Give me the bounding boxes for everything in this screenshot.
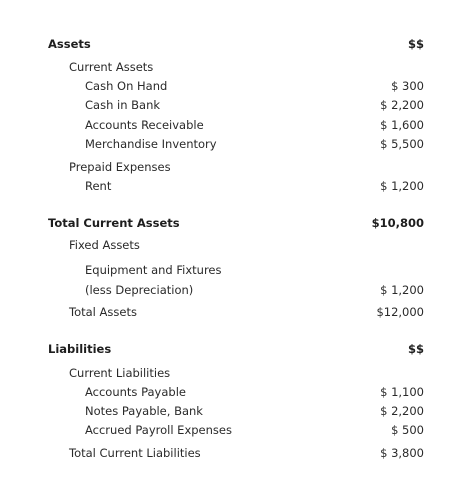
- current-liabilities-label: Current Liabilities: [69, 366, 171, 380]
- fixed-item-label: Equipment and Fixtures: [85, 263, 222, 277]
- liability-item-label: Accrued Payroll Expenses: [85, 423, 232, 437]
- liability-item-label: Accounts Payable: [85, 385, 186, 399]
- liability-item-row: [0, 383, 474, 401]
- prepaid-item-value: $ 1,200: [380, 179, 424, 193]
- total-assets-row: [0, 303, 474, 321]
- prepaid-item-label: Rent: [85, 179, 112, 193]
- total-current-assets-value: $10,800: [371, 216, 424, 230]
- asset-item-value: $ 1,600: [380, 118, 424, 132]
- asset-item-value: $ 2,200: [380, 98, 424, 112]
- assets-heading: Assets: [48, 37, 91, 51]
- current-liabilities-row: [0, 364, 474, 382]
- asset-item-value: $ 300: [391, 79, 424, 93]
- liability-item-label: Notes Payable, Bank: [85, 404, 203, 418]
- asset-item-label: Merchandise Inventory: [85, 137, 217, 151]
- current-assets-row: [0, 58, 474, 76]
- fixed-assets-row: [0, 236, 474, 254]
- total-assets-value: $12,000: [376, 305, 424, 319]
- asset-item-row: [0, 96, 474, 114]
- asset-item-label: Accounts Receivable: [85, 118, 204, 132]
- total-assets-label: Total Assets: [69, 305, 137, 319]
- fixed-assets-label: Fixed Assets: [69, 238, 140, 252]
- current-assets-label: Current Assets: [69, 60, 154, 74]
- prepaid-expenses-row: [0, 158, 474, 176]
- fixed-item-label: (less Depreciation): [85, 283, 194, 297]
- liabilities-heading: Liabilities: [48, 342, 112, 356]
- assets-heading-row: [0, 35, 474, 53]
- assets-heading-value: $$: [407, 37, 424, 51]
- total-current-liabilities-row: [0, 444, 474, 462]
- fixed-item-value: $ 1,200: [380, 283, 424, 297]
- liability-item-row: [0, 402, 474, 420]
- liability-item-value: $ 1,100: [380, 385, 424, 399]
- asset-item-value: $ 5,500: [380, 137, 424, 151]
- fixed-item-row: [0, 281, 474, 299]
- asset-item-label: Cash On Hand: [85, 79, 168, 93]
- asset-item-row: [0, 135, 474, 153]
- liability-item-row: [0, 421, 474, 439]
- prepaid-expenses-label: Prepaid Expenses: [69, 160, 171, 174]
- asset-item-label: Cash in Bank: [85, 98, 161, 112]
- liabilities-heading-row: [0, 340, 474, 358]
- liability-item-value: $ 500: [391, 423, 424, 437]
- total-current-liabilities-label: Total Current Liabilities: [69, 446, 201, 460]
- prepaid-item-row: [0, 177, 474, 195]
- total-current-assets-label: Total Current Assets: [48, 216, 180, 230]
- total-current-liabilities-value: $ 3,800: [380, 446, 424, 460]
- liabilities-heading-value: $$: [407, 342, 424, 356]
- total-current-assets-row: [0, 214, 474, 232]
- liability-item-value: $ 2,200: [380, 404, 424, 418]
- fixed-item-row: [0, 261, 474, 279]
- asset-item-row: [0, 116, 474, 134]
- asset-item-row: [0, 77, 474, 95]
